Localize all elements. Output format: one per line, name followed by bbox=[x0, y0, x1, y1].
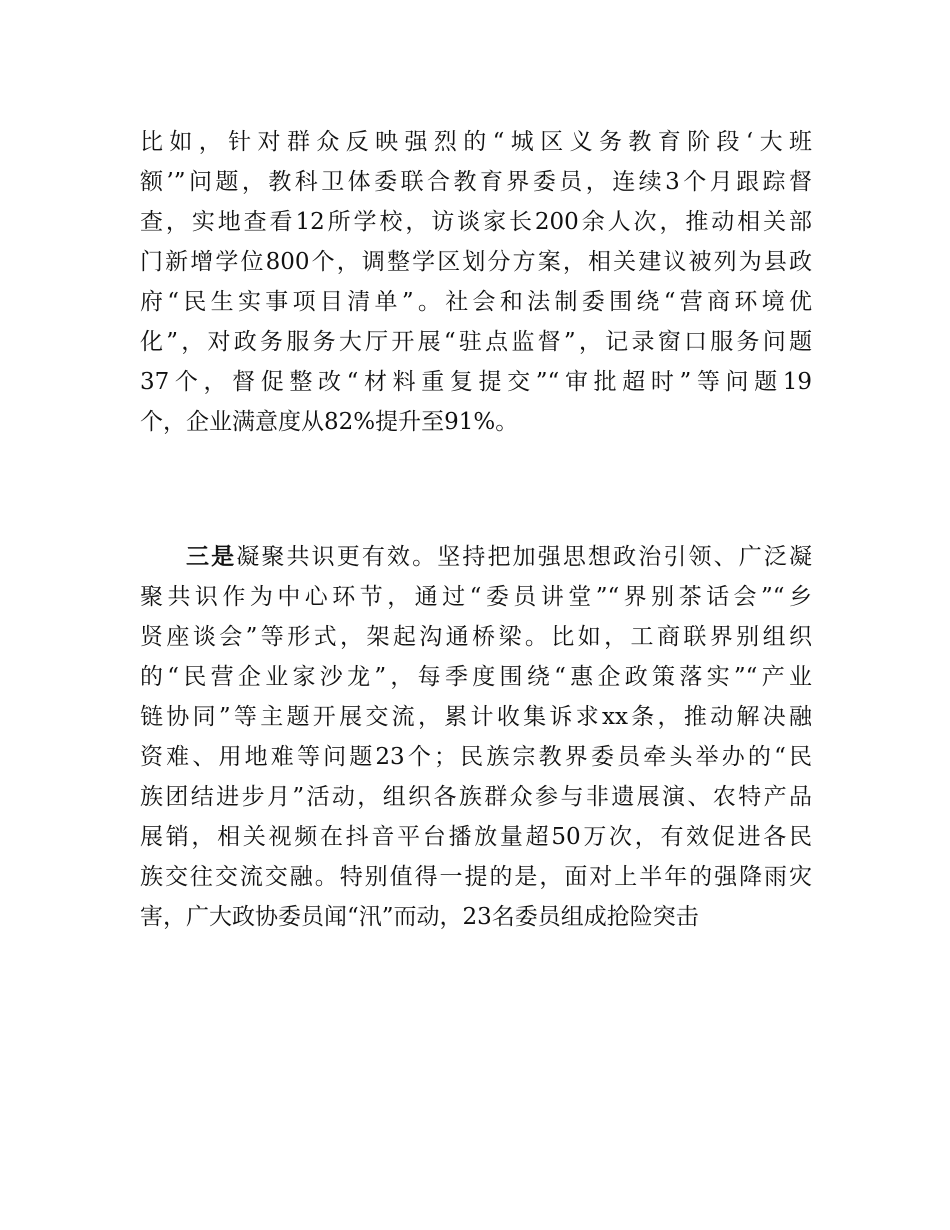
paragraph-2 bbox=[140, 537, 812, 937]
paragraph-2-line-4: 的“民营企业家沙龙”，每季度围绕“惠企政策落实”“产业 bbox=[140, 664, 812, 690]
paragraph-1-line-2: 额’”问题，教科卫体委联合教育界委员，连续3个月跟踪督 bbox=[140, 169, 812, 195]
paragraph-1-line-5: 府“民生实事项目清单”。社会和法制委围绕“营商环境优 bbox=[140, 289, 812, 315]
paragraph-2-line-1-text: 凝聚共识更有效。坚持把加强思想政治引领、广泛凝 bbox=[236, 544, 812, 570]
paragraph-2-line-10: 害，广大政协委员闻“汛”而动，23名委员组成抢险突击 bbox=[140, 904, 699, 930]
paragraph-2-line-7: 族团结进步月”活动，组织各族群众参与非遗展演、农特产品 bbox=[140, 784, 812, 810]
paragraph-1-line-3: 查，实地查看12所学校，访谈家长200余人次，推动相关部 bbox=[140, 209, 812, 235]
paragraph-1 bbox=[140, 122, 812, 442]
paragraph-1-line-4: 门新增学位800个，调整学区划分方案，相关建议被列为县政 bbox=[140, 249, 812, 275]
paragraph-2-line-3: 贤座谈会”等形式，架起沟通桥梁。比如，工商联界别组织 bbox=[140, 624, 812, 650]
paragraph-2-lead: 三是 bbox=[186, 544, 237, 570]
paragraph-2-line-8: 展销，相关视频在抖音平台播放量超50万次，有效促进各民 bbox=[140, 824, 812, 850]
paragraph-1-line-8: 个，企业满意度从82%提升至91%。 bbox=[140, 409, 519, 435]
paragraph-2-line-5: 链协同”等主题开展交流，累计收集诉求xx条，推动解决融 bbox=[140, 704, 812, 730]
paragraph-2-line-9: 族交往交流交融。特别值得一提的是，面对上半年的强降雨灾 bbox=[140, 864, 812, 890]
paragraph-2-line-1 bbox=[140, 537, 812, 577]
paragraph-2-line-2: 聚共识作为中心环节，通过“委员讲堂”“界别茶话会”“乡 bbox=[140, 584, 812, 610]
paragraph-2-line-6: 资难、用地难等问题23个；民族宗教界委员牵头举办的“民 bbox=[140, 744, 812, 770]
paragraph-1-line-1: 比如，针对群众反映强烈的“城区义务教育阶段‘大班 bbox=[140, 129, 812, 155]
paragraph-1-line-7: 37个，督促整改“材料重复提交”“审批超时”等问题19 bbox=[140, 369, 812, 395]
paragraph-1-line-6: 化”，对政务服务大厅开展“驻点监督”，记录窗口服务问题 bbox=[140, 329, 812, 355]
